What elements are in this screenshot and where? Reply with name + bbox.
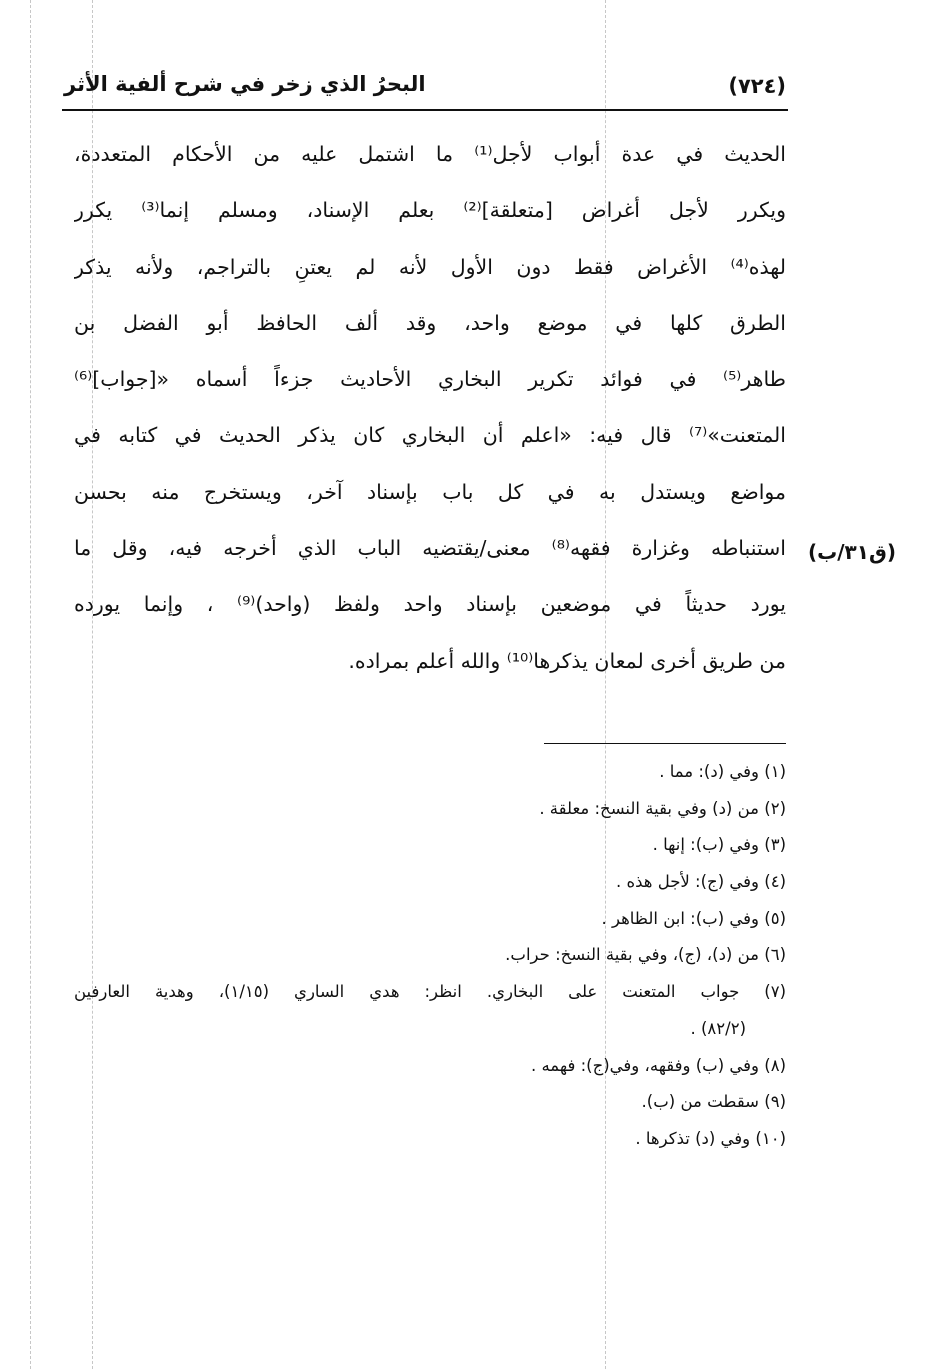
main-text-line: المتعنت»⁽⁷⁾ قال فيه: «اعلم أن البخاري كان يذكر الحديث في كتابه في (74, 423, 786, 448)
scan-artifact-line (30, 0, 31, 1369)
footnote: (٩) سقطت من (ب). (641, 1092, 786, 1112)
main-text-line: الحديث في عدة أبواب لأجل⁽¹⁾ ما اشتمل عليه من الأحكام المتعددة، (74, 142, 786, 166)
main-text (74, 126, 786, 689)
footnote: (٤) وفي (ج): لأجل هذه . (615, 872, 786, 892)
main-text-line: طاهر⁽⁵⁾ في فوائد تكرير البخاري الأحاديث جزءاً أسماه «[جواب]⁽⁶⁾ (74, 367, 786, 392)
page-header (64, 72, 786, 106)
running-title: البحرُ الذي زخر في شرح ألفية الأثر (64, 72, 426, 96)
footnote: (١٠) وفي (د) تذكرها . (635, 1128, 786, 1148)
footnote: (٥) وفي (ب): ابن الظاهر . (601, 908, 786, 928)
footnote: (٧) جواب المتعنت على البخاري. انظر: هدي الساري (١/١٥)، وهدية العارفين (74, 982, 786, 1002)
footnote: (٣) وفي (ب): إنها . (652, 835, 786, 855)
footnote-continuation: (٨٢/٢) . (690, 1018, 746, 1038)
main-text-line: ويكرر لأجل أغراض [متعلقة]⁽²⁾ بعلم الإسناد، ومسلم إنما⁽³⁾ يكرر (74, 198, 786, 223)
footnotes (74, 754, 786, 1158)
main-text-line: مواضع ويستدل به في كل باب بإسناد آخر، ويستخرج منه بحسن (74, 479, 786, 504)
page-number: (٧٢٤) (728, 74, 786, 98)
main-text-line: استنباطه وغزارة فقهه⁽⁸⁾ معنى/يقتضيه الباب الذي أخرجه فيه، وقل ما (74, 536, 786, 561)
header-rule (62, 109, 788, 111)
footnote-separator (544, 743, 786, 744)
main-text-line: لهذه⁽⁴⁾ الأغراض فقط دون الأول لأنه لم يعتنِ بالتراجم، ولأنه يذكر (74, 254, 786, 279)
main-text-line: يورد حديثاً في موضعين بإسناد واحد ولفظ (واحد)⁽⁹⁾ ، وإنما يورده (74, 592, 786, 617)
footnote: (٦) من (د)، (ج)، وفي بقية النسخ: حراب. (505, 945, 786, 965)
main-text-line: الطرق كلها في موضع واحد، وقد ألف الحافظ أبو الفضل بن (74, 310, 786, 335)
manuscript-folio-note: (ق٣١/ب) (808, 540, 896, 564)
footnote: (٢) من (د) وفي بقية النسخ: معلقة . (539, 798, 786, 818)
main-text-line: من طريق أخرى لمعان يذكرها⁽¹⁰⁾ والله أعلم بمراده. (348, 648, 786, 673)
footnote: (٨) وفي (ب) وفقهه، وفي(ج): فهمه . (530, 1055, 786, 1075)
footnote: (١) وفي (د): مما . (659, 762, 786, 781)
